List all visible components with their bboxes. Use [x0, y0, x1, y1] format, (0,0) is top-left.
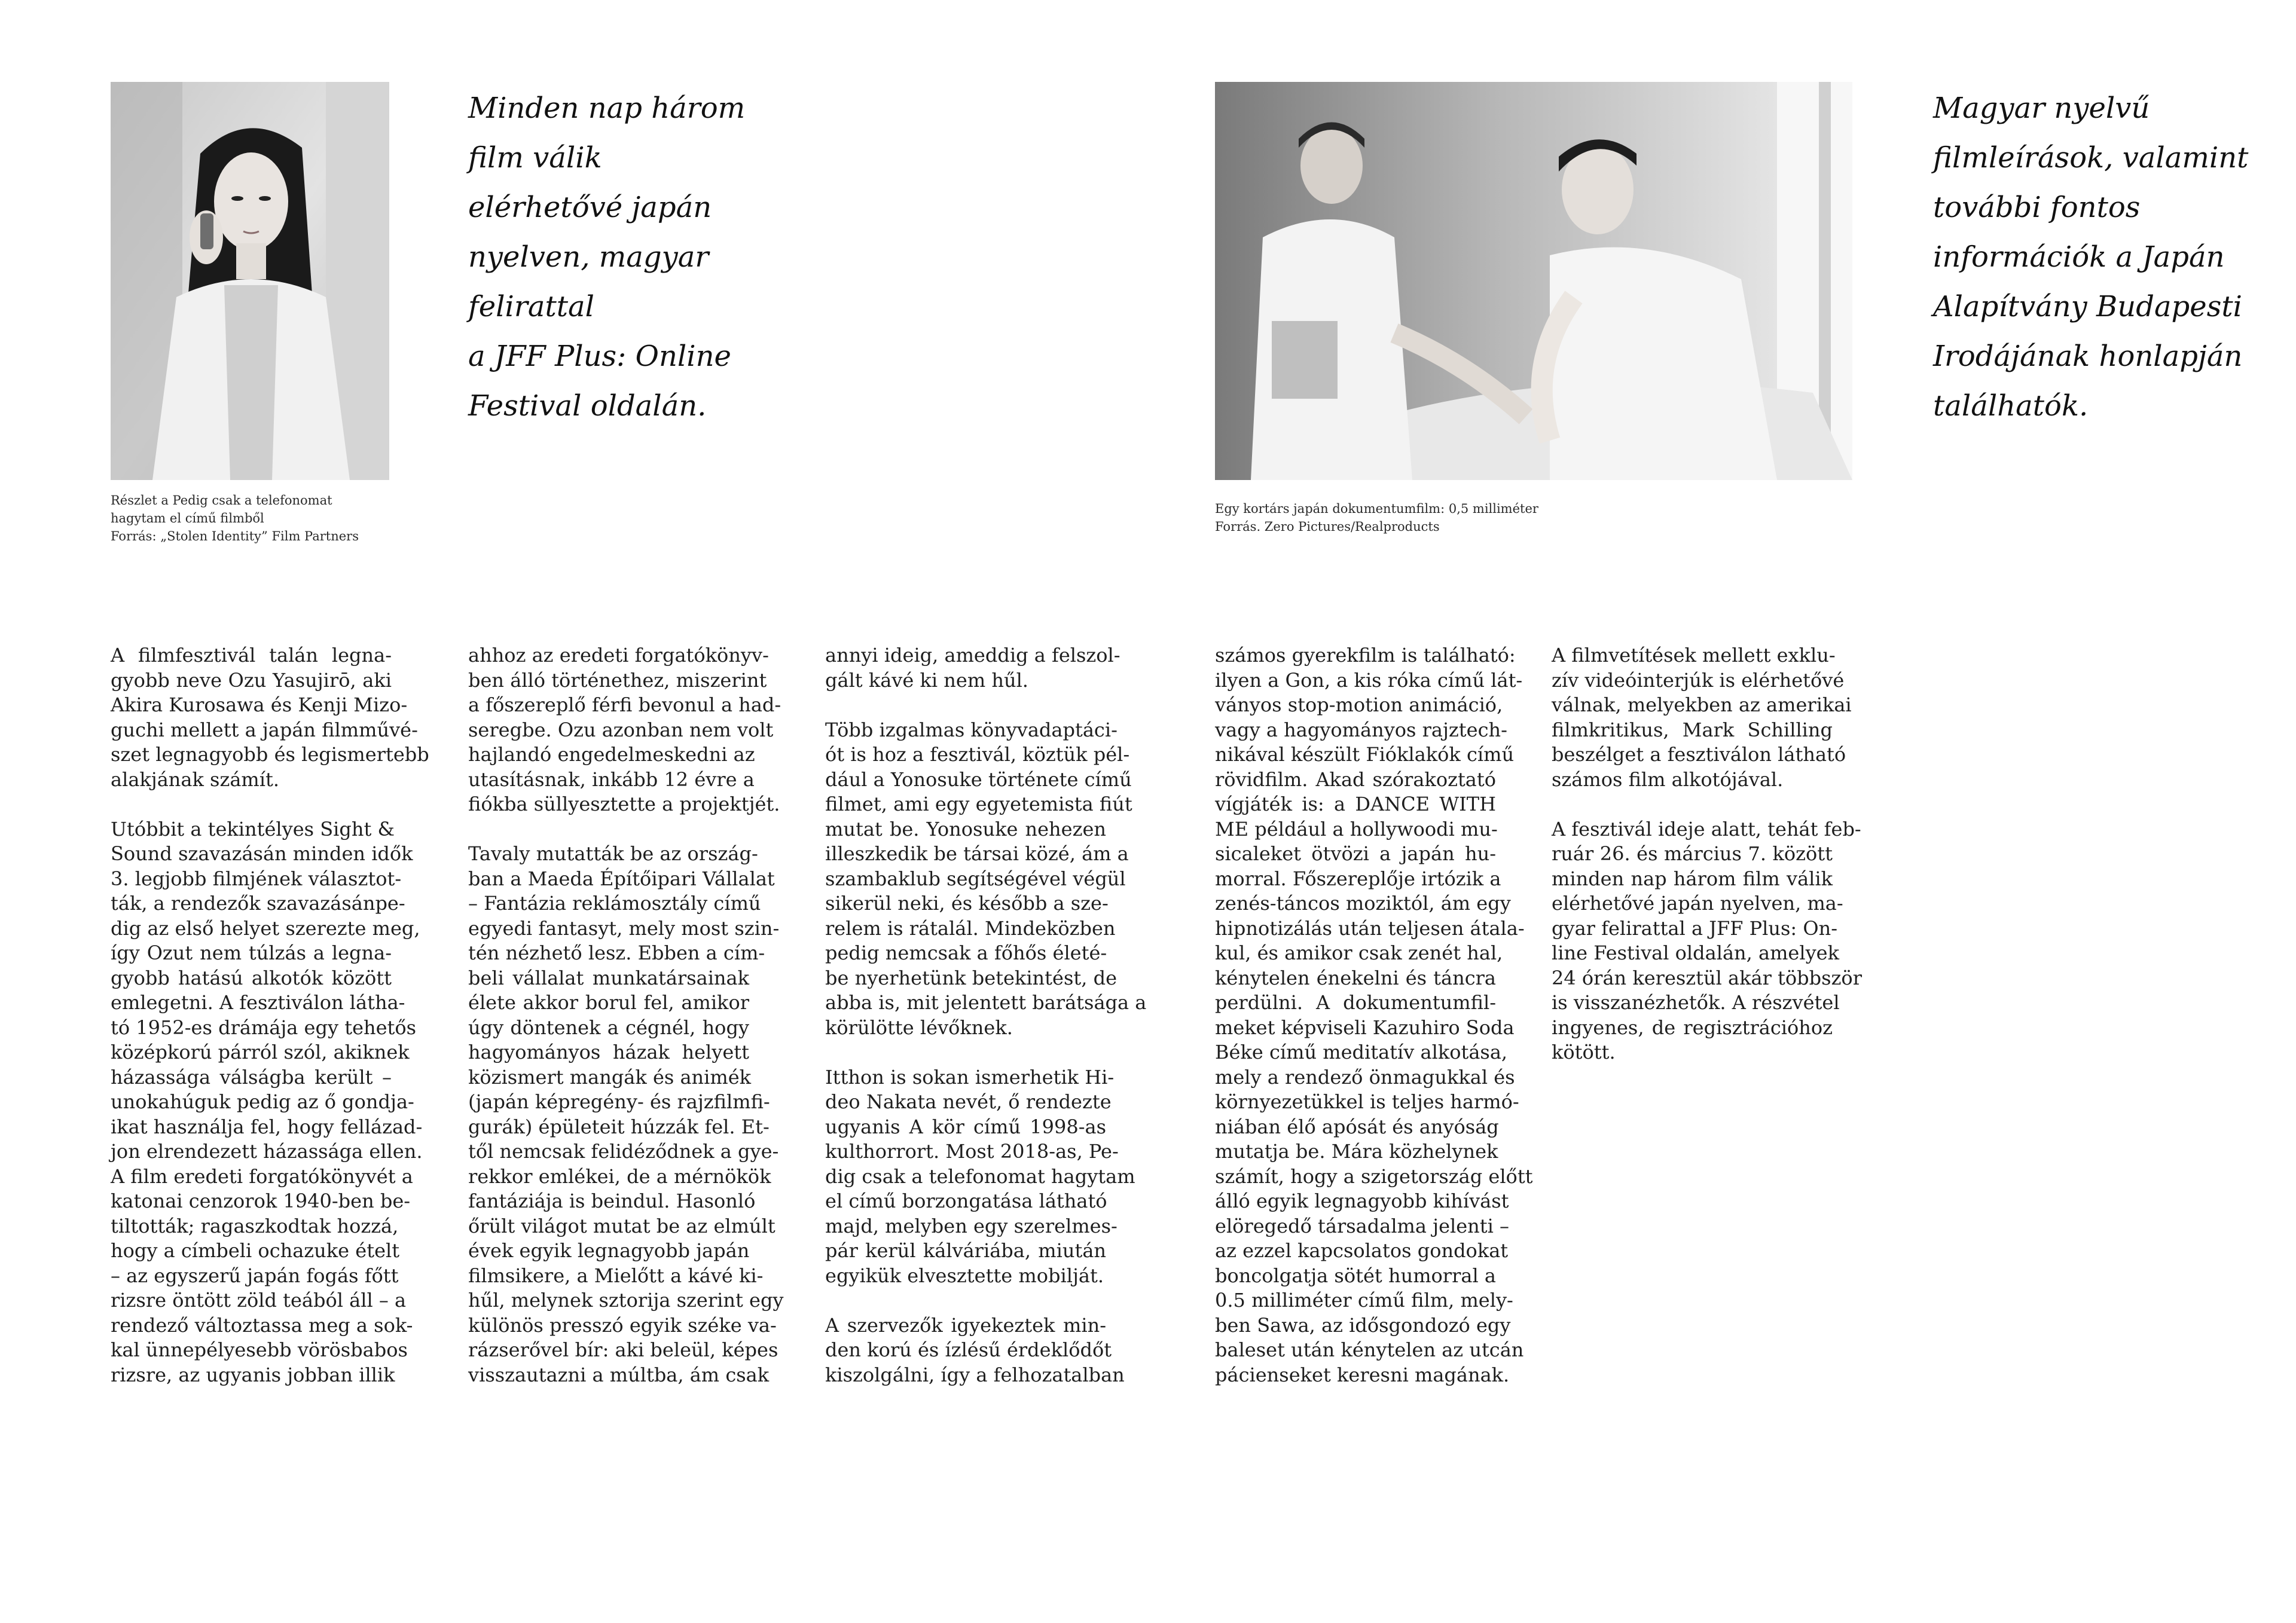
text-line: ványos stop-motion animáció,	[1215, 693, 1503, 716]
text-line: beli vállalat munkatársainak	[468, 966, 749, 989]
text-line: 0.5 milliméter című film, mely-	[1215, 1289, 1513, 1312]
text-line: gyobb hatású alkotók között	[111, 966, 392, 989]
text-line: ME például a hollywoodi mu-	[1215, 817, 1498, 840]
text-line: Utóbbit a tekintélyes Sight &	[111, 817, 395, 840]
paragraph	[111, 817, 423, 1388]
text-line: kulthorrort. Most 2018-as, Pe-	[825, 1140, 1119, 1163]
text-line: jon elrendezett házassága ellen.	[111, 1140, 423, 1163]
quote-line: Magyar nyelvű	[1933, 91, 2150, 125]
photo-caption-1	[111, 491, 422, 545]
text-line: kiszolgálni, így a felhozatalban	[825, 1363, 1125, 1386]
text-line: hipnotizálás után teljesen átala-	[1215, 916, 1525, 940]
text-line: környezetükkel is teljes harmó-	[1215, 1090, 1519, 1113]
quote-line: Minden nap három	[468, 91, 746, 125]
text-line: hogy a címbeli ochazuke ételt	[111, 1239, 400, 1262]
text-line: hajlandó engedelmeskedni az	[468, 743, 755, 766]
text-line: minden nap három film válik	[1552, 867, 1833, 890]
text-line: seregbe. Ozu azonban nem volt	[468, 718, 774, 741]
text-line: zív videóinterjúk is elérhetővé	[1552, 668, 1845, 692]
pull-quote-1	[468, 84, 851, 431]
text-line: válnak, melyekben az amerikai	[1552, 693, 1852, 716]
text-line: ót is hoz a fesztivál, köztük pél-	[825, 743, 1130, 766]
text-line: fantáziája is beindul. Hasonló	[468, 1190, 756, 1212]
article-column-4	[1215, 643, 1533, 1387]
article-column-3	[825, 643, 1147, 1387]
paragraph	[111, 643, 429, 792]
text-line: közismert mangák és animék	[468, 1065, 752, 1089]
text-line: számít, hogy a szigetország előtt	[1215, 1164, 1533, 1188]
text-line: a főszereplő férfi bevonul a had-	[468, 693, 781, 716]
text-line: tén nézhető lesz. Ebben a cím-	[468, 942, 765, 964]
quote-line: információk a Japán	[1933, 240, 2225, 274]
text-line: – Fantázia reklámosztály című	[468, 892, 761, 915]
text-line: ahhoz az eredeti forgatókönyv-	[468, 644, 769, 667]
text-line: egyedi fantasyt, mely most szin-	[468, 916, 780, 940]
text-line: zenés-táncos moziktól, ám egy	[1215, 892, 1511, 915]
text-line: mely a rendező önmagukkal és	[1215, 1065, 1515, 1089]
text-line: körülötte lévőknek.	[825, 1016, 1013, 1039]
text-line: relem is rátalál. Mindeközben	[825, 916, 1116, 940]
paragraph	[468, 842, 784, 1387]
text-line: élete akkor borul fel, amikor	[468, 991, 749, 1014]
paragraph	[825, 718, 1147, 1041]
text-line: – az egyszerű japán fogás főtt	[111, 1264, 399, 1287]
caption-line: Forrás. Zero Pictures/Realproducts	[1215, 519, 1440, 534]
text-line: be nyerhetünk betekintést, de	[825, 966, 1117, 989]
quote-line: Festival oldalán.	[468, 389, 707, 423]
quote-line: a JFF Plus: Online	[468, 340, 731, 373]
paragraph	[1552, 817, 1862, 1065]
film-still-photo-woman-phone	[111, 82, 389, 480]
text-line: különös presszó egyik széke va-	[468, 1313, 777, 1337]
caption-line: Forrás: „Stolen Identity” Film Partners	[111, 529, 359, 543]
caption-line: Egy kortárs japán dokumentumfilm: 0,5 milliméter	[1215, 502, 1538, 516]
quote-line: nyelven, magyar	[468, 240, 709, 274]
text-line: sicaleket ötvözi a japán hu-	[1215, 842, 1496, 865]
text-line: baleset után kénytelen az utcán	[1215, 1338, 1524, 1361]
text-line: házassága válságba került –	[111, 1065, 392, 1089]
pull-quote-2	[1933, 84, 2292, 431]
text-line: vagy a hagyományos rajztech-	[1215, 718, 1507, 741]
text-line: kénytelen énekelni és táncra	[1215, 966, 1496, 989]
paragraph	[1552, 643, 1852, 792]
text-line: is visszanézhetők. A részvétel	[1552, 991, 1840, 1014]
text-line: vígjáték is: a DANCE WITH	[1215, 793, 1496, 815]
text-line: ben Sawa, az idősgondozó egy	[1215, 1313, 1511, 1337]
text-line: től nemcsak felidéződnek a gye-	[468, 1140, 779, 1163]
text-line: perdülni. A dokumentumfil-	[1215, 991, 1496, 1014]
paragraph-gap	[825, 693, 1106, 718]
text-line: sikerül neki, és később a sze-	[825, 892, 1109, 915]
text-line: szambaklub segítségével végül	[825, 867, 1126, 890]
text-line: gurák) épületeit húzzák fel. Et-	[468, 1115, 770, 1138]
quote-line: Irodájának honlapján	[1933, 340, 2243, 373]
paragraph	[825, 1313, 1125, 1388]
text-line: dig az első helyet szerezte meg,	[111, 916, 420, 940]
text-line: visszautazni a múltba, ám csak	[468, 1363, 770, 1386]
text-line: el című borzongatása látható	[825, 1190, 1107, 1212]
film-still-illustration	[1215, 82, 1852, 480]
text-line: nikával készült Fióklakók című	[1215, 743, 1515, 766]
text-line: utasításnak, inkább 12 évre a	[468, 768, 755, 791]
article-column-5	[1552, 643, 1862, 1065]
text-line: számos film alkotójával.	[1552, 768, 1784, 791]
text-line: Tavaly mutatták be az ország-	[468, 842, 758, 865]
text-line: rizsre öntött zöld teából áll – a	[111, 1289, 407, 1312]
text-line: kötött.	[1552, 1041, 1616, 1063]
text-line: évek egyik legnagyobb japán	[468, 1239, 750, 1262]
text-line: A fesztivál ideje alatt, tehát feb-	[1552, 817, 1861, 840]
paragraph	[825, 643, 1120, 693]
film-still-illustration	[111, 82, 389, 480]
photo-caption-2	[1215, 500, 1634, 536]
text-line: annyi ideig, ameddig a felszol-	[825, 644, 1120, 667]
paragraph	[1215, 643, 1533, 1387]
text-line: Sound szavazásán minden idők	[111, 842, 413, 865]
text-line: illeszkedik be társai közé, ám a	[825, 842, 1129, 865]
text-line: pácienseket keresni magának.	[1215, 1363, 1510, 1386]
paragraph	[468, 643, 781, 817]
text-line: alakjának számít.	[111, 768, 279, 791]
text-line: niában élő apósát és anyóság	[1215, 1115, 1499, 1138]
paragraph-gap	[1552, 792, 1833, 817]
text-line: 3. legjobb filmjének választot-	[111, 867, 402, 890]
text-line: majd, melyben egy szerelmes-	[825, 1214, 1118, 1237]
quote-line: találhatók.	[1933, 389, 2089, 423]
paragraph-gap	[825, 1040, 1106, 1065]
text-line: ták, a rendezők szavazásánpe-	[111, 892, 405, 915]
text-line: mutat be. Yonosuke nehezen	[825, 817, 1106, 840]
article-column-2	[468, 643, 784, 1387]
quote-line: filmleírások, valamint	[1933, 141, 2249, 175]
text-line: den korú és ízlésű érdeklődőt	[825, 1338, 1112, 1361]
text-line: szet legnagyobb és legismertebb	[111, 743, 429, 766]
text-line: A filmvetítések mellett exklu-	[1552, 644, 1836, 667]
text-line: így Ozut nem túlzás a legna-	[111, 942, 392, 964]
text-line: deo Nakata nevét, ő rendezte	[825, 1090, 1112, 1113]
quote-line: további fontos	[1933, 191, 2141, 224]
text-line: gált kávé ki nem hűl.	[825, 668, 1028, 692]
text-line: az ezzel kapcsolatos gondokat	[1215, 1239, 1509, 1262]
text-line: rázserővel bír: aki beleül, képes	[468, 1338, 778, 1361]
quote-line: Alapítvány Budapesti	[1933, 290, 2242, 323]
text-line: gyobb neve Ozu Yasujirō, aki	[111, 668, 392, 692]
text-line: (japán képregény- és rajzfilmfi-	[468, 1090, 770, 1113]
text-line: guchi mellett a japán filmművé-	[111, 718, 418, 741]
paragraph-gap	[825, 1288, 1106, 1313]
text-line: hagyományos házak helyett	[468, 1041, 749, 1063]
text-line: ugyanis A kör című 1998-as	[825, 1115, 1106, 1138]
text-line: elöregedő társadalma jelenti –	[1215, 1214, 1510, 1237]
text-line: boncolgatja sötét humorral a	[1215, 1264, 1496, 1287]
text-line: 24 órán keresztül akár többször	[1552, 966, 1862, 989]
caption-line: Részlet a Pedig csak a telefonomat	[111, 493, 332, 508]
paragraph	[825, 1065, 1135, 1289]
text-line: A szervezők igyekeztek min-	[825, 1313, 1106, 1337]
text-line: kal ünnepélyesebb vörösbabos	[111, 1338, 408, 1361]
text-line: emlegetni. A fesztiválon látha-	[111, 991, 405, 1014]
text-line: kul, és amikor csak zenét hal,	[1215, 942, 1503, 964]
text-line: gyar felirattal a JFF Plus: On-	[1552, 916, 1837, 940]
text-line: rendező változtassa meg a sok-	[111, 1313, 413, 1337]
text-line: meket képviseli Kazuhiro Soda	[1215, 1016, 1515, 1039]
text-line: tó 1952-es drámája egy tehetős	[111, 1016, 417, 1039]
text-line: úgy döntenek a cégnél, hogy	[468, 1016, 749, 1039]
text-line: ingyenes, de regisztrációhoz	[1552, 1016, 1833, 1039]
text-line: Akira Kurosawa és Kenji Mizo-	[111, 693, 408, 716]
text-line: elérhetővé japán nyelven, ma-	[1552, 892, 1843, 915]
text-line: ban a Maeda Építőipari Vállalat	[468, 867, 775, 890]
text-line: filmkritikus, Mark Schilling	[1552, 718, 1833, 741]
quote-line: film válik	[468, 141, 602, 175]
text-line: ilyen a Gon, a kis róka című lát-	[1215, 668, 1523, 692]
text-line: rizsre, az ugyanis jobban illik	[111, 1363, 395, 1386]
quote-line: elérhetővé japán	[468, 191, 712, 224]
article-column-1	[111, 643, 429, 1387]
caption-line: hagytam el című filmből	[111, 511, 264, 525]
paragraph-gap	[468, 817, 749, 842]
text-line: morral. Főszereplője irtózik a	[1215, 867, 1501, 890]
text-line: filmsikere, a Mielőtt a kávé ki-	[468, 1264, 764, 1287]
film-still-photo-care-home	[1215, 82, 1852, 480]
text-line: dául a Yonosuke története című	[825, 768, 1132, 791]
text-line: filmet, ami egy egyetemista fiút	[825, 793, 1132, 815]
text-line: beszélget a fesztiválon látható	[1552, 743, 1846, 766]
text-line: fiókba süllyesztette a projektjét.	[468, 793, 780, 815]
text-line: Béke című meditatív alkotása,	[1215, 1041, 1508, 1063]
text-line: dig csak a telefonomat hagytam	[825, 1164, 1135, 1188]
text-line: középkorú párról szól, akiknek	[111, 1041, 410, 1063]
text-line: őrült világot mutat be az elmúlt	[468, 1214, 775, 1237]
text-line: rövidfilm. Akad szórakoztató	[1215, 768, 1496, 791]
text-line: tiltották; ragaszkodtak hozzá,	[111, 1214, 399, 1237]
text-line: pár kerül kálváriába, miután	[825, 1239, 1106, 1262]
text-line: ruár 26. és március 7. között	[1552, 842, 1833, 865]
text-line: álló egyik legnagyobb kihívást	[1215, 1190, 1509, 1212]
text-line: abba is, mit jelentett barátsága a	[825, 991, 1147, 1014]
text-line: rekkor emlékei, de a mérnökök	[468, 1164, 771, 1188]
text-line: A film eredeti forgatókönyvét a	[111, 1164, 413, 1188]
text-line: ikat használja fel, hogy fellázad-	[111, 1115, 423, 1138]
text-line: line Festival oldalán, amelyek	[1552, 942, 1839, 964]
text-line: hűl, melynek sztorija szerint egy	[468, 1289, 784, 1312]
text-line: Itthon is sokan ismerhetik Hi-	[825, 1065, 1115, 1089]
text-line: ben álló történethez, miszerint	[468, 668, 767, 692]
text-line: katonai cenzorok 1940-ben be-	[111, 1190, 411, 1212]
quote-line: felirattal	[468, 290, 594, 323]
paragraph-gap	[111, 792, 392, 817]
text-line: unokahúguk pedig az ő gondja-	[111, 1090, 414, 1113]
text-line: A filmfesztivál talán legna-	[111, 644, 392, 667]
text-line: pedig nemcsak a főhős életé-	[825, 942, 1107, 964]
text-line: egyikük elvesztette mobilját.	[825, 1264, 1104, 1287]
text-line: Több izgalmas könyvadaptáci-	[825, 718, 1118, 741]
text-line: mutatja be. Mára közhelynek	[1215, 1140, 1498, 1163]
text-line: számos gyerekfilm is található:	[1215, 644, 1516, 667]
